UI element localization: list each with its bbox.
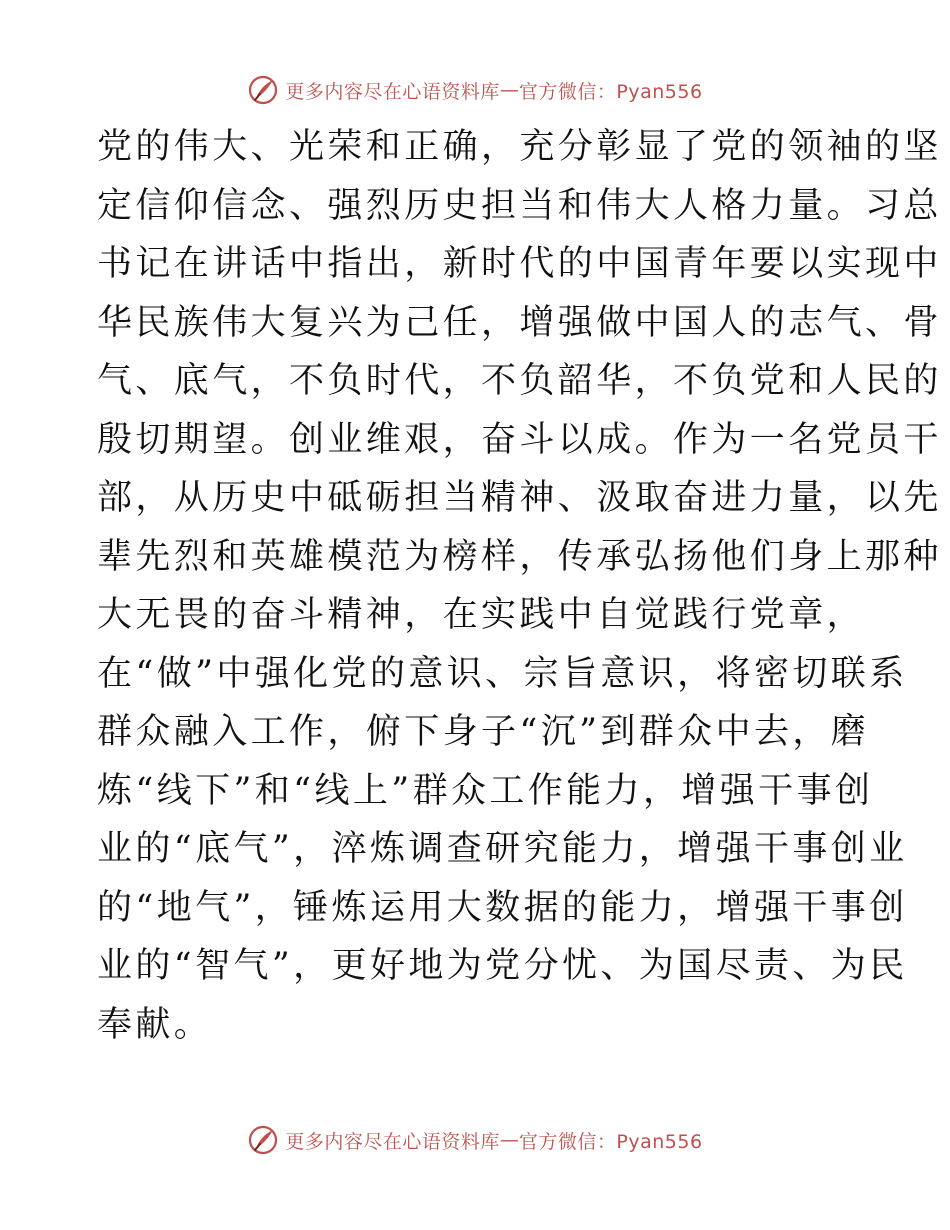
body-line: 定信仰信念、强烈历史担当和伟大人格力量。习总 bbox=[97, 185, 942, 226]
body-line: 大无畏的奋斗精神，在实践中自觉践行党章， bbox=[97, 595, 866, 635]
body-line: 群众融入工作，俯下身子“沉”到群众中去，磨 bbox=[97, 712, 870, 752]
watermark-separator: — bbox=[499, 79, 519, 101]
footer-watermark bbox=[0, 1120, 950, 1160]
body-line: 业的“底气”，淬炼调查研究能力，增强干事创业 bbox=[97, 829, 908, 869]
watermark-contact-text: 官方微信：Pyan556 bbox=[518, 1130, 703, 1153]
body-line: 辈先烈和英雄模范为榜样，传承弘扬他们身上那种 bbox=[97, 536, 942, 577]
watermark-separator: — bbox=[499, 1129, 519, 1151]
watermark-site-text: 更多内容尽在心语资料库 bbox=[285, 1130, 500, 1153]
body-line: 奉献。 bbox=[97, 1004, 213, 1045]
body-line: 在“做”中强化党的意识、宗旨意识，将密切联系 bbox=[97, 653, 908, 694]
body-line: 党的伟大、光荣和正确，充分彰显了党的领袖的坚 bbox=[97, 127, 942, 167]
body-line: 业的“智气”，更好地为党分忧、为国尽责、为民 bbox=[97, 946, 908, 986]
body-line: 炼“线下”和“线上”群众工作能力，增强干事创 bbox=[97, 770, 874, 811]
feather-pen-logo-icon bbox=[247, 74, 279, 106]
body-line: 的“地气”，锤炼运用大数据的能力，增强干事创 bbox=[97, 887, 908, 928]
body-line: 气、底气，不负时代，不负韶华，不负党和人民的 bbox=[97, 361, 942, 401]
document-body bbox=[97, 118, 942, 1054]
body-line: 部，从历史中砥砺担当精神、汲取奋进力量，以先 bbox=[97, 478, 942, 518]
watermark-site-text: 更多内容尽在心语资料库 bbox=[285, 80, 500, 103]
body-line: 书记在讲话中指出，新时代的中国青年要以实现中 bbox=[97, 244, 942, 284]
feather-pen-logo-icon bbox=[247, 1124, 279, 1156]
body-line: 华民族伟大复兴为己任，增强做中国人的志气、骨 bbox=[97, 302, 942, 343]
header-watermark bbox=[0, 70, 950, 110]
watermark-contact-text: 官方微信：Pyan556 bbox=[518, 80, 703, 103]
body-line: 殷切期望。创业维艰，奋斗以成。作为一名党员干 bbox=[97, 419, 942, 460]
